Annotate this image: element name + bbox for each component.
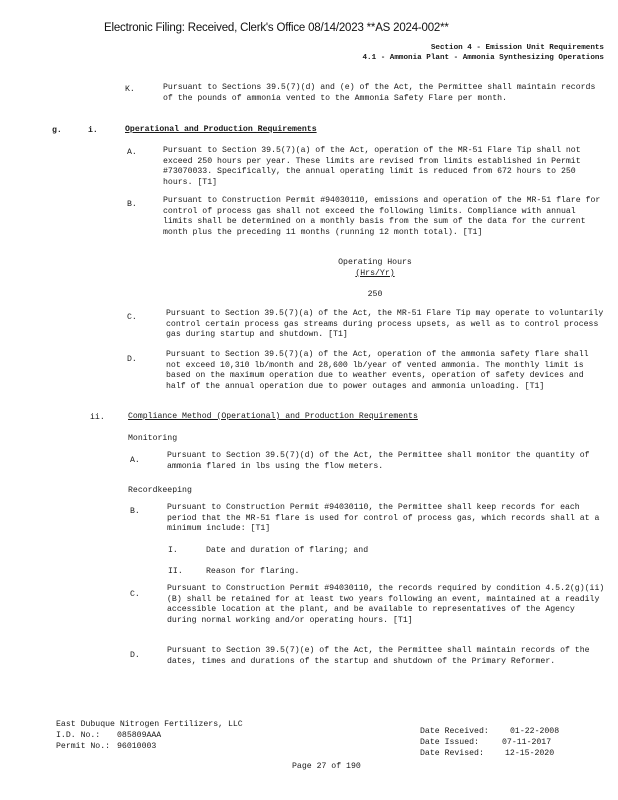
date-revised-value: 12-15-2020 bbox=[505, 749, 555, 758]
item-a-text: Pursuant to Section 39.5(7)(a) of the Act, operation of the MR-51 Flare Tip shall not exceed 250 hours per year. These limits are revised from limits established in Permit #73070033. Specifically, the annual operating limit is reduced from 672 hours to 250 hours. [T1] bbox=[163, 146, 581, 187]
record-item-c-label: C. bbox=[130, 590, 140, 599]
record-item-d-label: D. bbox=[130, 651, 140, 660]
monitoring-label: Monitoring bbox=[128, 434, 178, 443]
section-g-letter: g. bbox=[52, 126, 62, 135]
compliance-method-heading: Compliance Method (Operational) and Production Requirements bbox=[128, 412, 418, 421]
date-received-label: Date Received: bbox=[420, 727, 489, 736]
section-header-line1: Section 4 - Emission Unit Requirements bbox=[430, 44, 604, 52]
item-k-text: Pursuant to Sections 39.5(7)(d) and (e) of the Act, the Permittee shall maintain records of the pounds of ammonia vented to the Ammonia Safety Flare per month. bbox=[163, 83, 596, 103]
section-ii-roman: ii. bbox=[90, 413, 105, 422]
record-item-b-label: B. bbox=[130, 507, 140, 516]
item-d-text: Pursuant to Section 39.5(7)(a) of the Act, operation of the ammonia safety flare shall not exceed 10,310 lb/month and 28,600 lb/year of vented ammonia. The monthly limit is based on the maximum operation due to weather events, operation of safety devices and half of the annual operation due to power outages and ammonia unloading. [T1] bbox=[166, 350, 589, 391]
section-g-roman: i. bbox=[88, 126, 98, 135]
monitoring-item-a-label: A. bbox=[130, 456, 140, 465]
item-d-label: D. bbox=[127, 355, 137, 364]
monitoring-item-a-text: Pursuant to Section 39.5(7)(d) of the Act, the Permittee shall monitor the quantity of ammonia flared in lbs using the flow meters. bbox=[167, 451, 590, 471]
record-item-b-text: Pursuant to Construction Permit #94030110, the Permittee shall keep records for each period that the MR-51 flare is used for control of process gas, which records shall at a minimum include: [T1] bbox=[167, 503, 600, 534]
section-header-line2: 4.1 - Ammonia Plant - Ammonia Synthesizing Operations bbox=[362, 53, 604, 62]
date-issued-value: 07-11-2017 bbox=[502, 738, 552, 747]
footer-permit-value: 96010003 bbox=[117, 742, 157, 751]
date-revised-label: Date Revised: bbox=[420, 749, 484, 758]
subitem-ii-label: II. bbox=[168, 567, 183, 576]
date-received-value: 01-22-2008 bbox=[510, 727, 560, 736]
footer-permit-label: Permit No.: bbox=[56, 742, 111, 751]
item-a-label: A. bbox=[127, 148, 137, 157]
record-item-c-text: Pursuant to Construction Permit #94030110, the records required by condition 4.5.2(g)(ii)(B) shall be retained for at least two years following an event, maintained at a readily accessible location at the plant, and be available to representatives of the Agency during normal working and/or operating hours. [T1] bbox=[167, 584, 605, 625]
operating-hours-units: (Hrs/Yr) bbox=[355, 269, 395, 278]
item-b-text: Pursuant to Construction Permit #94030110, emissions and operation of the MR-51 flare for control of process gas shall not exceed the following limits. Compliance with annual limits shall be determined on a monthly basis from the sum of the data for the current month plus the preceding 11 months (running 12 month total). [T1] bbox=[163, 196, 601, 237]
item-b-label: B. bbox=[127, 200, 137, 209]
subitem-ii-text: Reason for flaring. bbox=[206, 567, 300, 576]
operating-hours-value: 250 bbox=[367, 290, 383, 299]
subitem-i-text: Date and duration of flaring; and bbox=[206, 546, 369, 555]
item-c-label: C. bbox=[127, 313, 137, 322]
date-issued-label: Date Issued: bbox=[420, 738, 479, 747]
section-header bbox=[362, 44, 604, 63]
item-c-text: Pursuant to Section 39.5(7)(a) of the Act, the MR-51 Flare Tip may operate to voluntarily control certain process gas streams during process upsets, as well as to control process gas during startup and shutdown. [T1] bbox=[166, 309, 604, 340]
footer-id-value: 085809AAA bbox=[117, 731, 162, 740]
subitem-i-label: I. bbox=[168, 546, 178, 555]
item-k-label: K. bbox=[125, 85, 135, 94]
record-item-d-text: Pursuant to Section 39.5(7)(e) of the Act, the Permittee shall maintain records of the dates, times and durations of the startup and shutdown of the Primary Reformer. bbox=[167, 646, 590, 666]
page-number: Page 27 of 190 bbox=[292, 762, 361, 771]
operating-hours-header: Operating Hours bbox=[338, 258, 412, 267]
footer-id-label: I.D. No.: bbox=[56, 731, 101, 740]
filing-stamp: Electronic Filing: Received, Clerk's Office 08/14/2023 **AS 2024-002** bbox=[104, 22, 449, 34]
footer-company: East Dubuque Nitrogen Fertilizers, LLC bbox=[56, 720, 243, 729]
recordkeeping-label: Recordkeeping bbox=[128, 486, 192, 495]
operational-requirements-heading: Operational and Production Requirements bbox=[125, 125, 317, 134]
